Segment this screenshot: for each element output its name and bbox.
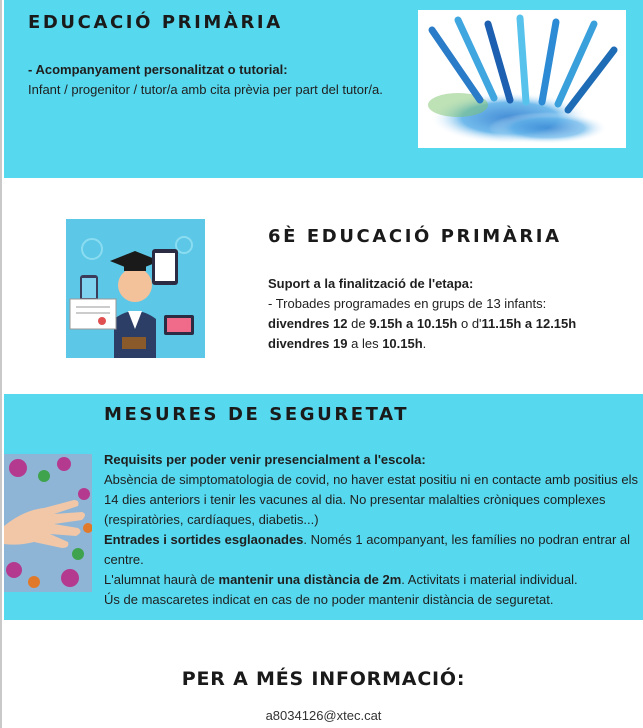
sise-subtitle: Suport a la finalització de l'etapa: — [268, 276, 474, 291]
section-educacio-primaria — [4, 0, 643, 178]
info-title: PER A MÉS INFORMACIÓ: — [181, 668, 466, 690]
mesures-p3-end: . Activitats i material individual. — [401, 572, 578, 587]
section-title-mesures: MESURES DE SEGURETAT — [104, 404, 410, 425]
hand-virus-icon — [4, 454, 92, 592]
sise-line1: - Trobades programades en grups de 13 infants: — [268, 296, 547, 311]
sise-day2: divendres 19 — [268, 336, 348, 351]
section-mesures-seguretat — [4, 394, 643, 620]
mesures-p3 — [104, 570, 643, 590]
primaria-body: Infant / progenitor / tutor/a amb cita prèvia per part del tutor/a. — [28, 82, 383, 97]
colored-pencils-icon — [418, 10, 626, 148]
mesures-p3-start: L'alumnat haurà de — [104, 572, 219, 587]
sise-time2: 11.15h a 12.15h — [481, 316, 577, 331]
sise-line2 — [268, 314, 638, 334]
mesures-p4: Ús de mascaretes indicat en cas de no poder mantenir distància de seguretat. — [104, 592, 554, 607]
primaria-text — [28, 60, 408, 100]
mesures-text — [104, 450, 643, 610]
graduate-student-icon — [66, 219, 205, 358]
contact-email[interactable]: a8034126@xtec.cat — [265, 708, 382, 723]
mesures-p3-bold: mantenir una distància de 2m — [218, 572, 402, 587]
sise-word-or: o d' — [457, 316, 482, 331]
sise-text — [268, 274, 638, 354]
mesures-p1: Absència de simptomatologia de covid, no haver estat positiu ni en contacte amb positius els 14 dies anteriors i tenir les vacunes al dia. No presentar malalties cròniques complexes (respiratòries, cardíaques, diabetis...) — [104, 472, 639, 527]
sise-time3: 10.15h — [382, 336, 423, 351]
mesures-p2-rest: . Només 1 acompanyant, les famílies no podran entrar al centre. — [104, 532, 631, 567]
sise-time1: 9.15h a 10.15h — [369, 316, 458, 331]
primaria-subtitle: - Acompanyament personalitzat o tutorial: — [28, 62, 288, 77]
section-title-primaria: EDUCACIÓ PRIMÀRIA — [28, 12, 283, 33]
sise-day1: divendres 12 — [268, 316, 348, 331]
section-info — [4, 620, 643, 728]
sise-period: . — [422, 336, 427, 351]
sise-word-ales: a les — [347, 336, 383, 351]
sise-word-de: de — [347, 316, 370, 331]
section-title-sise: 6È EDUCACIÓ PRIMÀRIA — [268, 226, 562, 247]
section-sise-primaria — [4, 178, 643, 394]
mesures-p2-bold: Entrades i sortides esglaonades — [104, 532, 304, 547]
mesures-subtitle: Requisits per poder venir presencialment a l'escola: — [104, 452, 426, 467]
sise-line3 — [268, 334, 638, 354]
mesures-p2 — [104, 530, 643, 570]
